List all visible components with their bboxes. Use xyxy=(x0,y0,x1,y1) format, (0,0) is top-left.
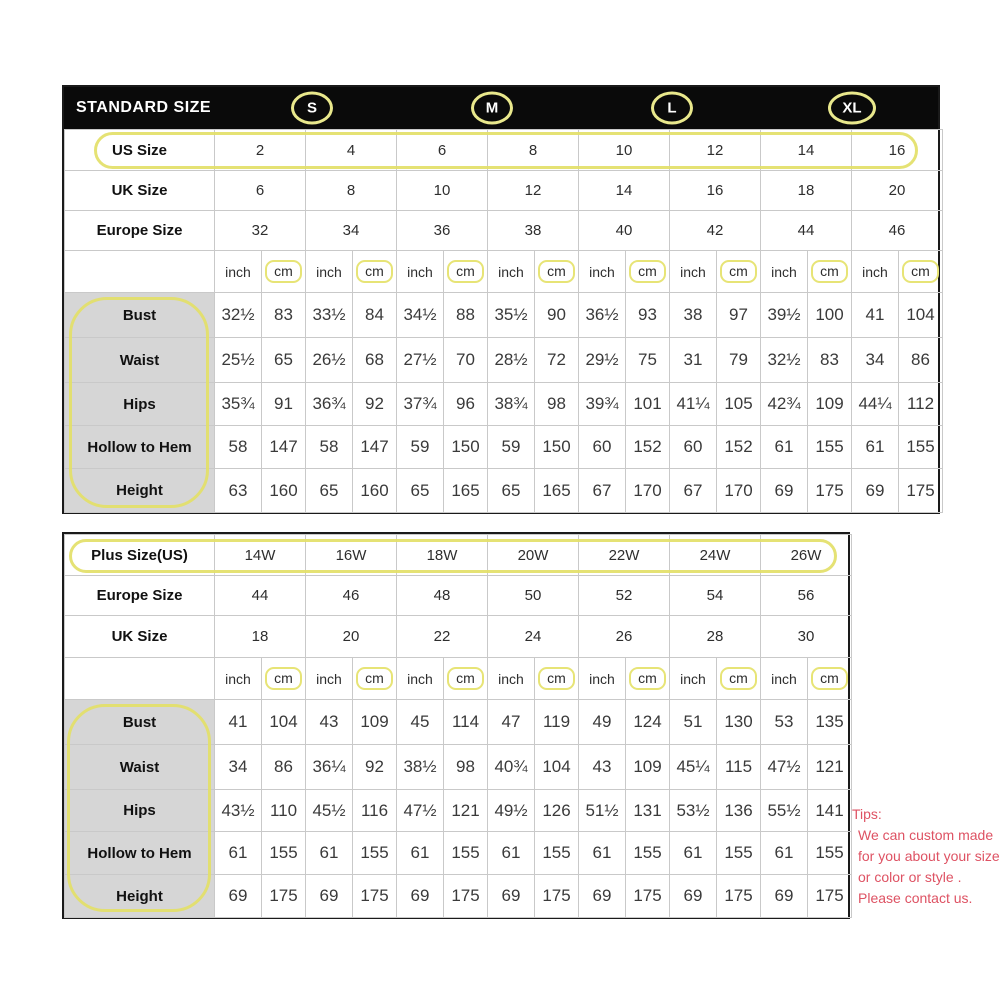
size-value-cell: 22 xyxy=(397,616,488,658)
measure-cm-cell: 124 xyxy=(626,700,670,745)
measure-inch-cell: 51 xyxy=(670,700,717,745)
measure-cm-cell: 131 xyxy=(626,790,670,832)
cm-unit-cell xyxy=(262,251,306,293)
measure-cm-cell: 112 xyxy=(899,383,943,426)
size-row xyxy=(65,576,852,616)
cm-unit-cell xyxy=(535,658,579,700)
measure-inch-cell: 45 xyxy=(397,700,444,745)
inch-unit-cell: inch xyxy=(215,658,262,700)
size-value-cell: 24W xyxy=(670,535,761,576)
size-value-cell: 48 xyxy=(397,576,488,616)
measure-cm-cell: 175 xyxy=(353,875,397,918)
cm-badge: cm xyxy=(902,260,939,284)
row-label: Europe Size xyxy=(65,576,215,616)
inch-unit-cell: inch xyxy=(579,251,626,293)
size-value-cell: 2 xyxy=(215,130,306,171)
measure-cm-cell: 104 xyxy=(262,700,306,745)
size-value-cell: 46 xyxy=(306,576,397,616)
measure-row-label: Hips xyxy=(65,790,215,832)
measure-cm-cell: 104 xyxy=(535,745,579,790)
measure-inch-cell: 61 xyxy=(306,832,353,875)
measure-inch-cell: 43 xyxy=(579,745,626,790)
measure-cm-cell: 83 xyxy=(262,293,306,338)
measure-cm-cell: 165 xyxy=(444,469,488,513)
size-value-cell: 8 xyxy=(488,130,579,171)
measure-inch-cell: 69 xyxy=(579,875,626,918)
measure-inch-cell: 42¾ xyxy=(761,383,808,426)
measure-inch-cell: 59 xyxy=(397,426,444,469)
measure-cm-cell: 93 xyxy=(626,293,670,338)
measure-inch-cell: 47½ xyxy=(761,745,808,790)
measure-inch-cell: 33½ xyxy=(306,293,353,338)
measure-cm-cell: 70 xyxy=(444,338,488,383)
cm-unit-cell xyxy=(353,658,397,700)
measure-row-label: Height xyxy=(65,875,215,918)
measure-inch-cell: 69 xyxy=(488,875,535,918)
measure-inch-cell: 51½ xyxy=(579,790,626,832)
measure-cm-cell: 98 xyxy=(535,383,579,426)
measure-inch-cell: 27½ xyxy=(397,338,444,383)
cm-badge: cm xyxy=(447,260,484,284)
measure-inch-cell: 26½ xyxy=(306,338,353,383)
measure-inch-cell: 35½ xyxy=(488,293,535,338)
measure-inch-cell: 69 xyxy=(761,875,808,918)
measure-inch-cell: 29½ xyxy=(579,338,626,383)
unit-row-label-cell xyxy=(65,658,215,700)
measure-inch-cell: 35¾ xyxy=(215,383,262,426)
measure-row-label: Bust xyxy=(65,700,215,745)
measure-cm-cell: 155 xyxy=(717,832,761,875)
size-row xyxy=(65,130,943,171)
measure-cm-cell: 92 xyxy=(353,745,397,790)
measure-inch-cell: 49 xyxy=(579,700,626,745)
measure-cm-cell: 114 xyxy=(444,700,488,745)
measure-cm-cell: 175 xyxy=(899,469,943,513)
measure-cm-cell: 147 xyxy=(262,426,306,469)
measure-inch-cell: 36¾ xyxy=(306,383,353,426)
unit-row-label-cell xyxy=(65,251,215,293)
measure-row xyxy=(65,832,852,875)
row-label: UK Size xyxy=(65,616,215,658)
size-value-cell: 26W xyxy=(761,535,852,576)
size-value-cell: 10 xyxy=(579,130,670,171)
plus-size-table xyxy=(62,532,850,919)
measure-cm-cell: 150 xyxy=(535,426,579,469)
measure-cm-cell: 155 xyxy=(535,832,579,875)
measure-inch-cell: 36¼ xyxy=(306,745,353,790)
measure-cm-cell: 109 xyxy=(626,745,670,790)
measure-cm-cell: 65 xyxy=(262,338,306,383)
cm-badge: cm xyxy=(356,260,393,284)
measure-inch-cell: 58 xyxy=(215,426,262,469)
measure-inch-cell: 61 xyxy=(852,426,899,469)
measure-cm-cell: 116 xyxy=(353,790,397,832)
cm-badge: cm xyxy=(447,667,484,691)
size-value-cell: 42 xyxy=(670,211,761,251)
measure-inch-cell: 58 xyxy=(306,426,353,469)
inch-unit-cell: inch xyxy=(397,251,444,293)
size-value-cell: 52 xyxy=(579,576,670,616)
inch-unit-cell: inch xyxy=(215,251,262,293)
measure-cm-cell: 101 xyxy=(626,383,670,426)
measure-inch-cell: 47 xyxy=(488,700,535,745)
measure-cm-cell: 110 xyxy=(262,790,306,832)
measure-cm-cell: 100 xyxy=(808,293,852,338)
measure-cm-cell: 83 xyxy=(808,338,852,383)
row-label: Plus Size(US) xyxy=(65,535,215,576)
size-value-cell: 12 xyxy=(488,171,579,211)
measure-row xyxy=(65,745,852,790)
unit-row xyxy=(65,658,852,700)
measure-inch-cell: 69 xyxy=(761,469,808,513)
measure-cm-cell: 170 xyxy=(626,469,670,513)
size-row xyxy=(65,171,943,211)
measure-inch-cell: 32½ xyxy=(761,338,808,383)
measure-cm-cell: 121 xyxy=(444,790,488,832)
cm-unit-cell xyxy=(535,251,579,293)
row-label: Europe Size xyxy=(65,211,215,251)
measure-inch-cell: 41¼ xyxy=(670,383,717,426)
measure-row-label: Hips xyxy=(65,383,215,426)
size-value-cell: 46 xyxy=(852,211,943,251)
size-row xyxy=(65,616,852,658)
size-value-cell: 34 xyxy=(306,211,397,251)
measure-cm-cell: 175 xyxy=(808,469,852,513)
size-value-cell: 38 xyxy=(488,211,579,251)
cm-badge: cm xyxy=(629,260,666,284)
size-value-cell: 32 xyxy=(215,211,306,251)
cm-unit-cell xyxy=(444,251,488,293)
measure-inch-cell: 25½ xyxy=(215,338,262,383)
measure-cm-cell: 86 xyxy=(262,745,306,790)
measure-cm-cell: 104 xyxy=(899,293,943,338)
measure-inch-cell: 41 xyxy=(215,700,262,745)
measure-cm-cell: 175 xyxy=(262,875,306,918)
tips-line: or color or style . xyxy=(858,869,962,885)
measure-inch-cell: 61 xyxy=(488,832,535,875)
measure-cm-cell: 155 xyxy=(626,832,670,875)
cm-badge: cm xyxy=(811,667,848,691)
cm-badge: cm xyxy=(538,260,575,284)
measure-inch-cell: 65 xyxy=(488,469,535,513)
measure-row xyxy=(65,293,943,338)
size-value-cell: 16W xyxy=(306,535,397,576)
cm-badge: cm xyxy=(265,667,302,691)
inch-unit-cell: inch xyxy=(488,251,535,293)
size-value-cell: 6 xyxy=(397,130,488,171)
row-label: UK Size xyxy=(65,171,215,211)
measure-cm-cell: 155 xyxy=(262,832,306,875)
tips-line: We can custom made xyxy=(858,827,994,843)
measure-cm-cell: 92 xyxy=(353,383,397,426)
size-value-cell: 4 xyxy=(306,130,397,171)
measure-row xyxy=(65,426,943,469)
row-label: US Size xyxy=(65,130,215,171)
measure-cm-cell: 155 xyxy=(899,426,943,469)
measure-inch-cell: 39¾ xyxy=(579,383,626,426)
cm-unit-cell xyxy=(808,251,852,293)
size-value-cell: 24 xyxy=(488,616,579,658)
measure-cm-cell: 170 xyxy=(717,469,761,513)
inch-unit-cell: inch xyxy=(488,658,535,700)
measure-row xyxy=(65,790,852,832)
size-value-cell: 20 xyxy=(306,616,397,658)
cm-badge: cm xyxy=(356,667,393,691)
standard-size-header xyxy=(64,87,938,129)
measure-inch-cell: 61 xyxy=(670,832,717,875)
size-row xyxy=(65,535,852,576)
measure-row xyxy=(65,700,852,745)
size-value-cell: 56 xyxy=(761,576,852,616)
measure-inch-cell: 61 xyxy=(761,426,808,469)
size-value-cell: 20W xyxy=(488,535,579,576)
measure-inch-cell: 67 xyxy=(579,469,626,513)
inch-unit-cell: inch xyxy=(397,658,444,700)
measure-inch-cell: 34 xyxy=(852,338,899,383)
inch-unit-cell: inch xyxy=(579,658,626,700)
measure-inch-cell: 45¼ xyxy=(670,745,717,790)
measure-row xyxy=(65,383,943,426)
measure-cm-cell: 135 xyxy=(808,700,852,745)
inch-unit-cell: inch xyxy=(852,251,899,293)
cm-unit-cell xyxy=(626,251,670,293)
measure-cm-cell: 88 xyxy=(444,293,488,338)
size-value-cell: 14 xyxy=(579,171,670,211)
measure-cm-cell: 86 xyxy=(899,338,943,383)
measure-cm-cell: 109 xyxy=(808,383,852,426)
tips-title: Tips: xyxy=(852,806,882,822)
measure-cm-cell: 152 xyxy=(626,426,670,469)
measure-cm-cell: 152 xyxy=(717,426,761,469)
cm-badge: cm xyxy=(720,260,757,284)
measure-row-label: Waist xyxy=(65,745,215,790)
measure-inch-cell: 69 xyxy=(852,469,899,513)
measure-row xyxy=(65,875,852,918)
measure-inch-cell: 69 xyxy=(306,875,353,918)
size-value-cell: 10 xyxy=(397,171,488,211)
measure-inch-cell: 65 xyxy=(397,469,444,513)
inch-unit-cell: inch xyxy=(670,658,717,700)
cm-badge: cm xyxy=(811,260,848,284)
size-row xyxy=(65,211,943,251)
size-value-cell: 18 xyxy=(215,616,306,658)
inch-unit-cell: inch xyxy=(306,658,353,700)
size-value-cell: 6 xyxy=(215,171,306,211)
measure-inch-cell: 38½ xyxy=(397,745,444,790)
size-value-cell: 50 xyxy=(488,576,579,616)
measure-inch-cell: 43 xyxy=(306,700,353,745)
cm-unit-cell xyxy=(353,251,397,293)
size-value-cell: 44 xyxy=(215,576,306,616)
size-value-cell: 22W xyxy=(579,535,670,576)
measure-inch-cell: 53 xyxy=(761,700,808,745)
measure-cm-cell: 175 xyxy=(626,875,670,918)
unit-row xyxy=(65,251,943,293)
size-value-cell: 30 xyxy=(761,616,852,658)
cm-unit-cell xyxy=(262,658,306,700)
measure-cm-cell: 126 xyxy=(535,790,579,832)
measure-inch-cell: 36½ xyxy=(579,293,626,338)
size-value-cell: 18W xyxy=(397,535,488,576)
size-badge-s: S xyxy=(291,92,333,125)
measure-inch-cell: 55½ xyxy=(761,790,808,832)
inch-unit-cell: inch xyxy=(761,251,808,293)
measure-cm-cell: 91 xyxy=(262,383,306,426)
measure-inch-cell: 53½ xyxy=(670,790,717,832)
measure-cm-cell: 175 xyxy=(808,875,852,918)
size-value-cell: 26 xyxy=(579,616,670,658)
measure-inch-cell: 69 xyxy=(215,875,262,918)
measure-cm-cell: 141 xyxy=(808,790,852,832)
measure-cm-cell: 98 xyxy=(444,745,488,790)
measure-cm-cell: 175 xyxy=(717,875,761,918)
measure-inch-cell: 41 xyxy=(852,293,899,338)
size-badge-xl: XL xyxy=(828,92,876,125)
size-badge-m: M xyxy=(471,92,513,125)
measure-cm-cell: 97 xyxy=(717,293,761,338)
cm-badge: cm xyxy=(265,260,302,284)
measure-cm-cell: 155 xyxy=(808,832,852,875)
measure-cm-cell: 96 xyxy=(444,383,488,426)
measure-inch-cell: 28½ xyxy=(488,338,535,383)
cm-unit-cell xyxy=(808,658,852,700)
measure-cm-cell: 90 xyxy=(535,293,579,338)
inch-unit-cell: inch xyxy=(306,251,353,293)
tips-line: for you about your size xyxy=(858,848,1000,864)
measure-cm-cell: 150 xyxy=(444,426,488,469)
cm-unit-cell xyxy=(444,658,488,700)
measure-inch-cell: 47½ xyxy=(397,790,444,832)
measure-cm-cell: 79 xyxy=(717,338,761,383)
size-value-cell: 14W xyxy=(215,535,306,576)
size-value-cell: 54 xyxy=(670,576,761,616)
inch-unit-cell: inch xyxy=(761,658,808,700)
measure-cm-cell: 105 xyxy=(717,383,761,426)
measure-row-label: Height xyxy=(65,469,215,513)
size-value-cell: 8 xyxy=(306,171,397,211)
measure-row-label: Bust xyxy=(65,293,215,338)
size-badge-l: L xyxy=(651,92,693,125)
size-value-cell: 36 xyxy=(397,211,488,251)
measure-inch-cell: 61 xyxy=(215,832,262,875)
measure-inch-cell: 43½ xyxy=(215,790,262,832)
measure-cm-cell: 130 xyxy=(717,700,761,745)
measure-cm-cell: 155 xyxy=(444,832,488,875)
cm-badge: cm xyxy=(538,667,575,691)
measure-inch-cell: 63 xyxy=(215,469,262,513)
measure-row xyxy=(65,338,943,383)
tips-note xyxy=(852,804,1000,909)
size-value-cell: 20 xyxy=(852,171,943,211)
measure-cm-cell: 136 xyxy=(717,790,761,832)
measure-inch-cell: 31 xyxy=(670,338,717,383)
measure-inch-cell: 34½ xyxy=(397,293,444,338)
measure-cm-cell: 175 xyxy=(444,875,488,918)
measure-cm-cell: 165 xyxy=(535,469,579,513)
cm-badge: cm xyxy=(720,667,757,691)
measure-inch-cell: 38¾ xyxy=(488,383,535,426)
cm-unit-cell xyxy=(717,658,761,700)
measure-cm-cell: 147 xyxy=(353,426,397,469)
measure-cm-cell: 75 xyxy=(626,338,670,383)
standard-size-table xyxy=(62,85,940,514)
size-value-cell: 40 xyxy=(579,211,670,251)
measure-row-label: Waist xyxy=(65,338,215,383)
size-value-cell: 16 xyxy=(670,171,761,211)
cm-unit-cell xyxy=(717,251,761,293)
measure-cm-cell: 119 xyxy=(535,700,579,745)
measure-cm-cell: 109 xyxy=(353,700,397,745)
measure-inch-cell: 60 xyxy=(579,426,626,469)
measure-inch-cell: 61 xyxy=(761,832,808,875)
measure-cm-cell: 68 xyxy=(353,338,397,383)
measure-row-label: Hollow to Hem xyxy=(65,832,215,875)
measure-inch-cell: 60 xyxy=(670,426,717,469)
inch-unit-cell: inch xyxy=(670,251,717,293)
measure-inch-cell: 39½ xyxy=(761,293,808,338)
measure-inch-cell: 38 xyxy=(670,293,717,338)
measure-inch-cell: 67 xyxy=(670,469,717,513)
measure-inch-cell: 65 xyxy=(306,469,353,513)
measure-cm-cell: 72 xyxy=(535,338,579,383)
measure-inch-cell: 61 xyxy=(579,832,626,875)
measure-inch-cell: 59 xyxy=(488,426,535,469)
measure-inch-cell: 69 xyxy=(670,875,717,918)
measure-cm-cell: 175 xyxy=(535,875,579,918)
measure-inch-cell: 34 xyxy=(215,745,262,790)
standard-size-grid xyxy=(64,129,943,513)
measure-cm-cell: 155 xyxy=(808,426,852,469)
plus-size-grid xyxy=(64,534,852,918)
measure-cm-cell: 160 xyxy=(262,469,306,513)
size-value-cell: 18 xyxy=(761,171,852,211)
measure-inch-cell: 45½ xyxy=(306,790,353,832)
measure-inch-cell: 69 xyxy=(397,875,444,918)
size-value-cell: 44 xyxy=(761,211,852,251)
measure-cm-cell: 155 xyxy=(353,832,397,875)
measure-row-label: Hollow to Hem xyxy=(65,426,215,469)
measure-cm-cell: 115 xyxy=(717,745,761,790)
cm-badge: cm xyxy=(629,667,666,691)
measure-cm-cell: 84 xyxy=(353,293,397,338)
cm-unit-cell xyxy=(626,658,670,700)
measure-cm-cell: 121 xyxy=(808,745,852,790)
size-value-cell: 14 xyxy=(761,130,852,171)
measure-inch-cell: 40¾ xyxy=(488,745,535,790)
size-value-cell: 12 xyxy=(670,130,761,171)
measure-inch-cell: 49½ xyxy=(488,790,535,832)
measure-inch-cell: 32½ xyxy=(215,293,262,338)
measure-inch-cell: 37¾ xyxy=(397,383,444,426)
size-value-cell: 28 xyxy=(670,616,761,658)
cm-unit-cell xyxy=(899,251,943,293)
size-value-cell: 16 xyxy=(852,130,943,171)
measure-cm-cell: 160 xyxy=(353,469,397,513)
measure-row xyxy=(65,469,943,513)
measure-inch-cell: 61 xyxy=(397,832,444,875)
tips-line: Please contact us. xyxy=(858,890,973,906)
standard-size-title: STANDARD SIZE xyxy=(76,99,212,116)
measure-inch-cell: 44¼ xyxy=(852,383,899,426)
